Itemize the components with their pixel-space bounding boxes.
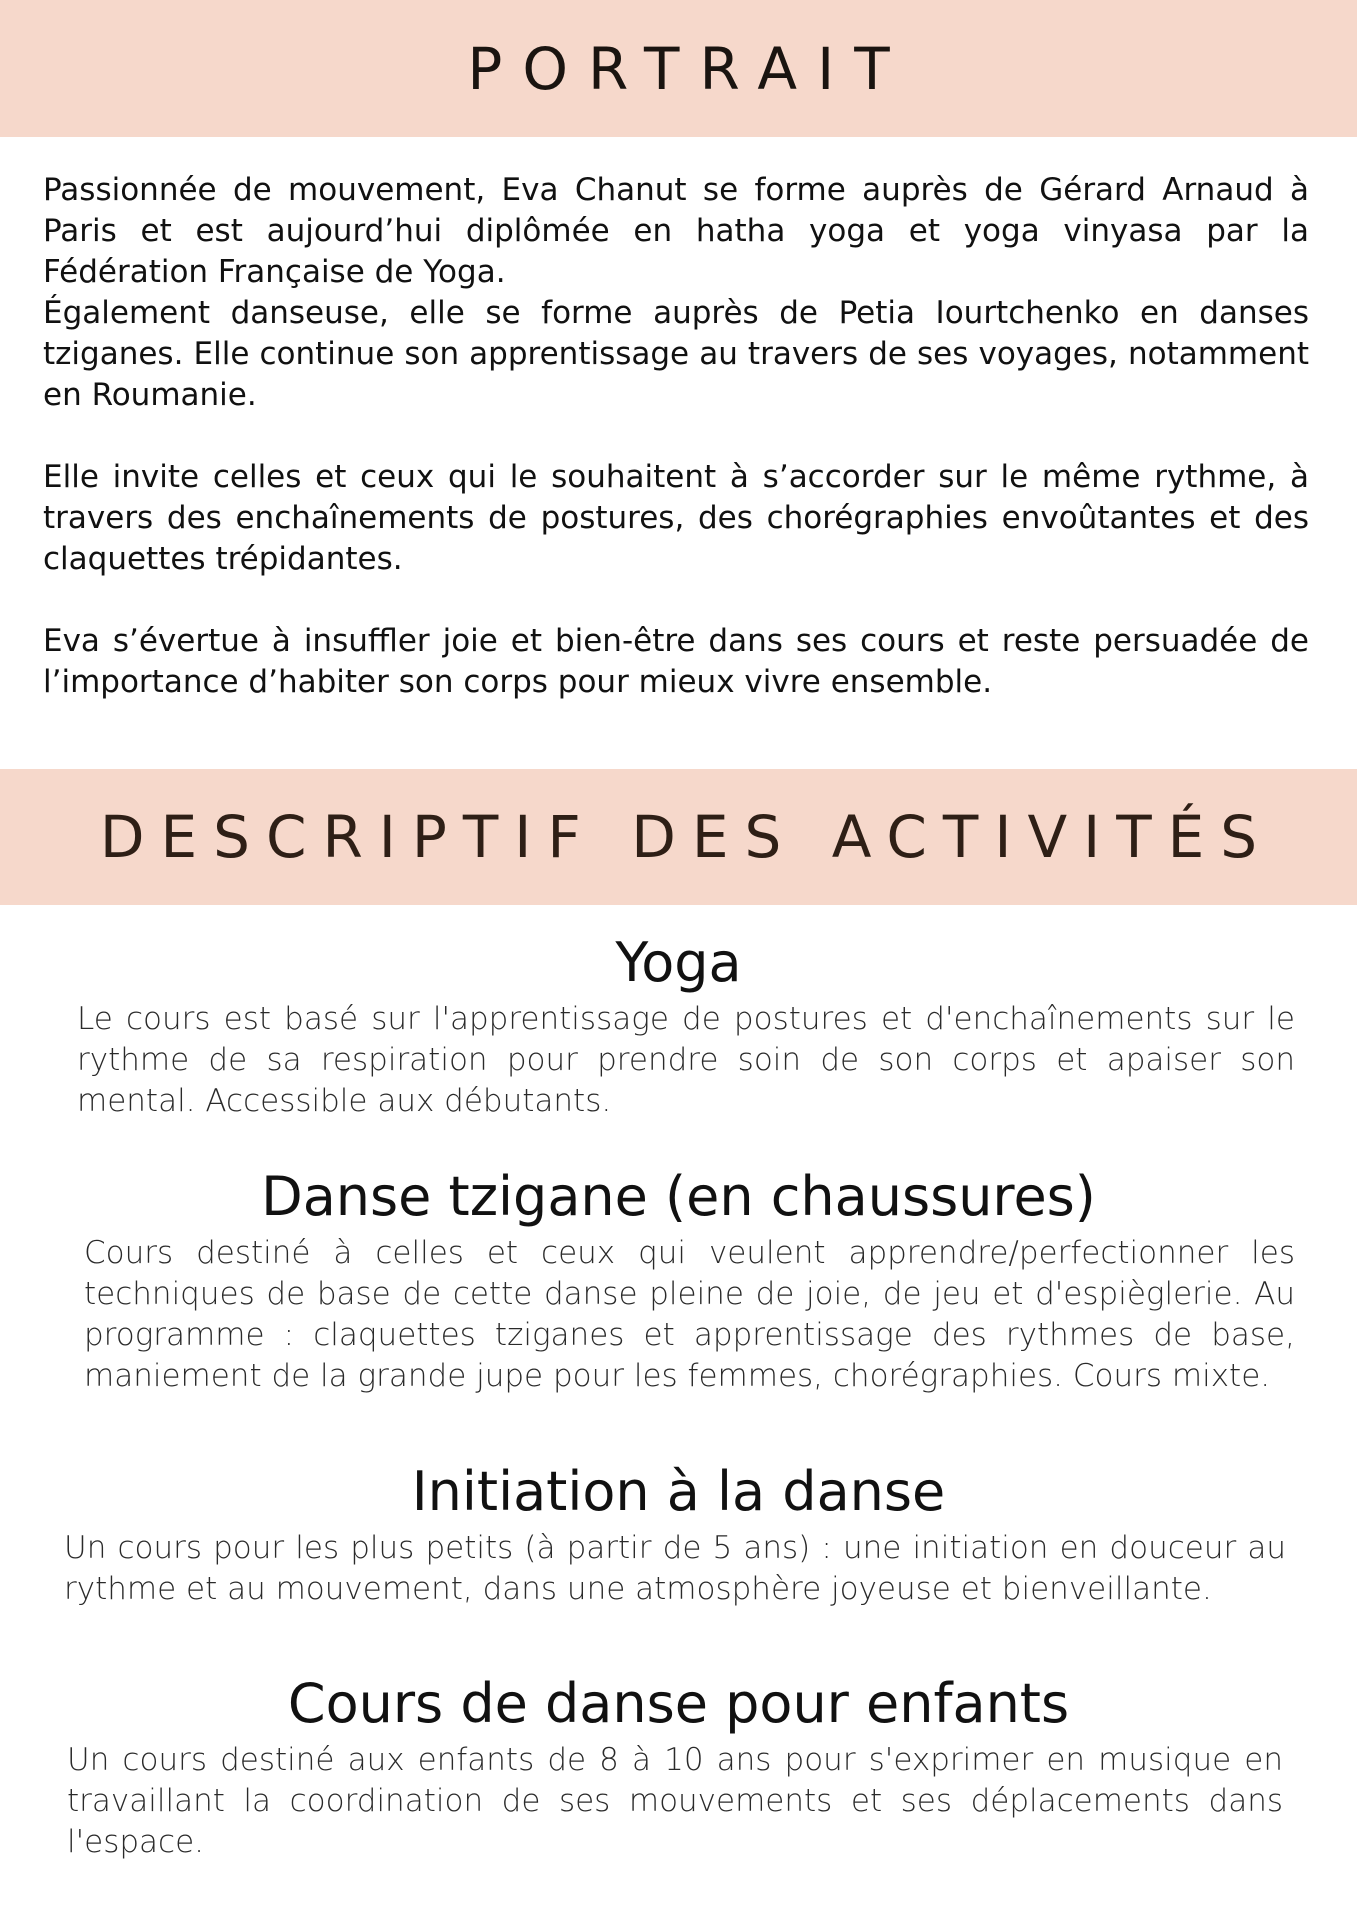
activity-danse-enfants: [67, 1672, 1283, 1863]
portrait-paragraph-4: Eva s’évertue à insuffler joie et bien-être dans ses cours et reste persuadée de l’importance d’habiter son corps pour mieux vivre ensemble.: [43, 623, 1309, 700]
portrait-banner: [0, 0, 1357, 137]
activity-title: Cours de danse pour enfants: [287, 1672, 1070, 1735]
activity-title: Yoga: [615, 931, 742, 994]
activity-title: Danse tzigane (en chaussures): [261, 1165, 1096, 1228]
portrait-paragraph-1: Passionnée de mouvement, Eva Chanut se forme auprès de Gérard Arnaud à Paris et est aujourd’hui diplômée en hatha yoga et yoga vinyasa par la Fédération Française de Yoga.: [43, 172, 1309, 290]
portrait-text: [43, 170, 1309, 703]
activity-initiation-danse: [64, 1460, 1286, 1610]
activity-title: Initiation à la danse: [411, 1460, 946, 1523]
activity-description: Un cours destiné aux enfants de 8 à 10 ans pour s'exprimer en musique en travaillant la coordination de ses mouvements et ses déplacements dans l'espace.: [67, 1742, 1283, 1860]
portrait-paragraph-2: Également danseuse, elle se forme auprès de Petia Iourtchenko en danses tziganes. Elle continue son apprentissage au travers de ses voyages, notamment en Roumanie.: [43, 295, 1309, 413]
activity-description: Un cours pour les plus petits (à partir de 5 ans) : une initiation en douceur au rythme et au mouvement, dans une atmosphère joyeuse et bienveillante.: [64, 1530, 1286, 1607]
portrait-title: PORTRAIT: [467, 34, 910, 103]
activities-title: DESCRIPTIF DES ACTIVITÉS: [99, 803, 1274, 871]
activity-description: Le cours est basé sur l'apprentissage de postures et d'enchaînements sur le rythme de sa respiration pour prendre soin de son corps et apaiser son mental. Accessible aux débutants.: [77, 1001, 1295, 1119]
portrait-paragraph-3: Elle invite celles et ceux qui le souhaitent à s’accorder sur le même rythme, à travers des enchaînements de postures, des chorégraphies envoûtantes et des claquettes trépidantes.: [43, 459, 1309, 577]
activity-description: Cours destiné à celles et ceux qui veulent apprendre/perfectionner les techniques de base de cette danse pleine de joie, de jeu et d'espièglerie. Au programme : claquettes tziganes et apprentissage des rythmes de base, maniement de la grande jupe pour les femmes, chorégraphies. Cours mixte.: [84, 1235, 1295, 1394]
activities-banner: [0, 769, 1357, 905]
activity-yoga: [77, 931, 1295, 1122]
activity-danse-tzigane: [84, 1165, 1295, 1397]
